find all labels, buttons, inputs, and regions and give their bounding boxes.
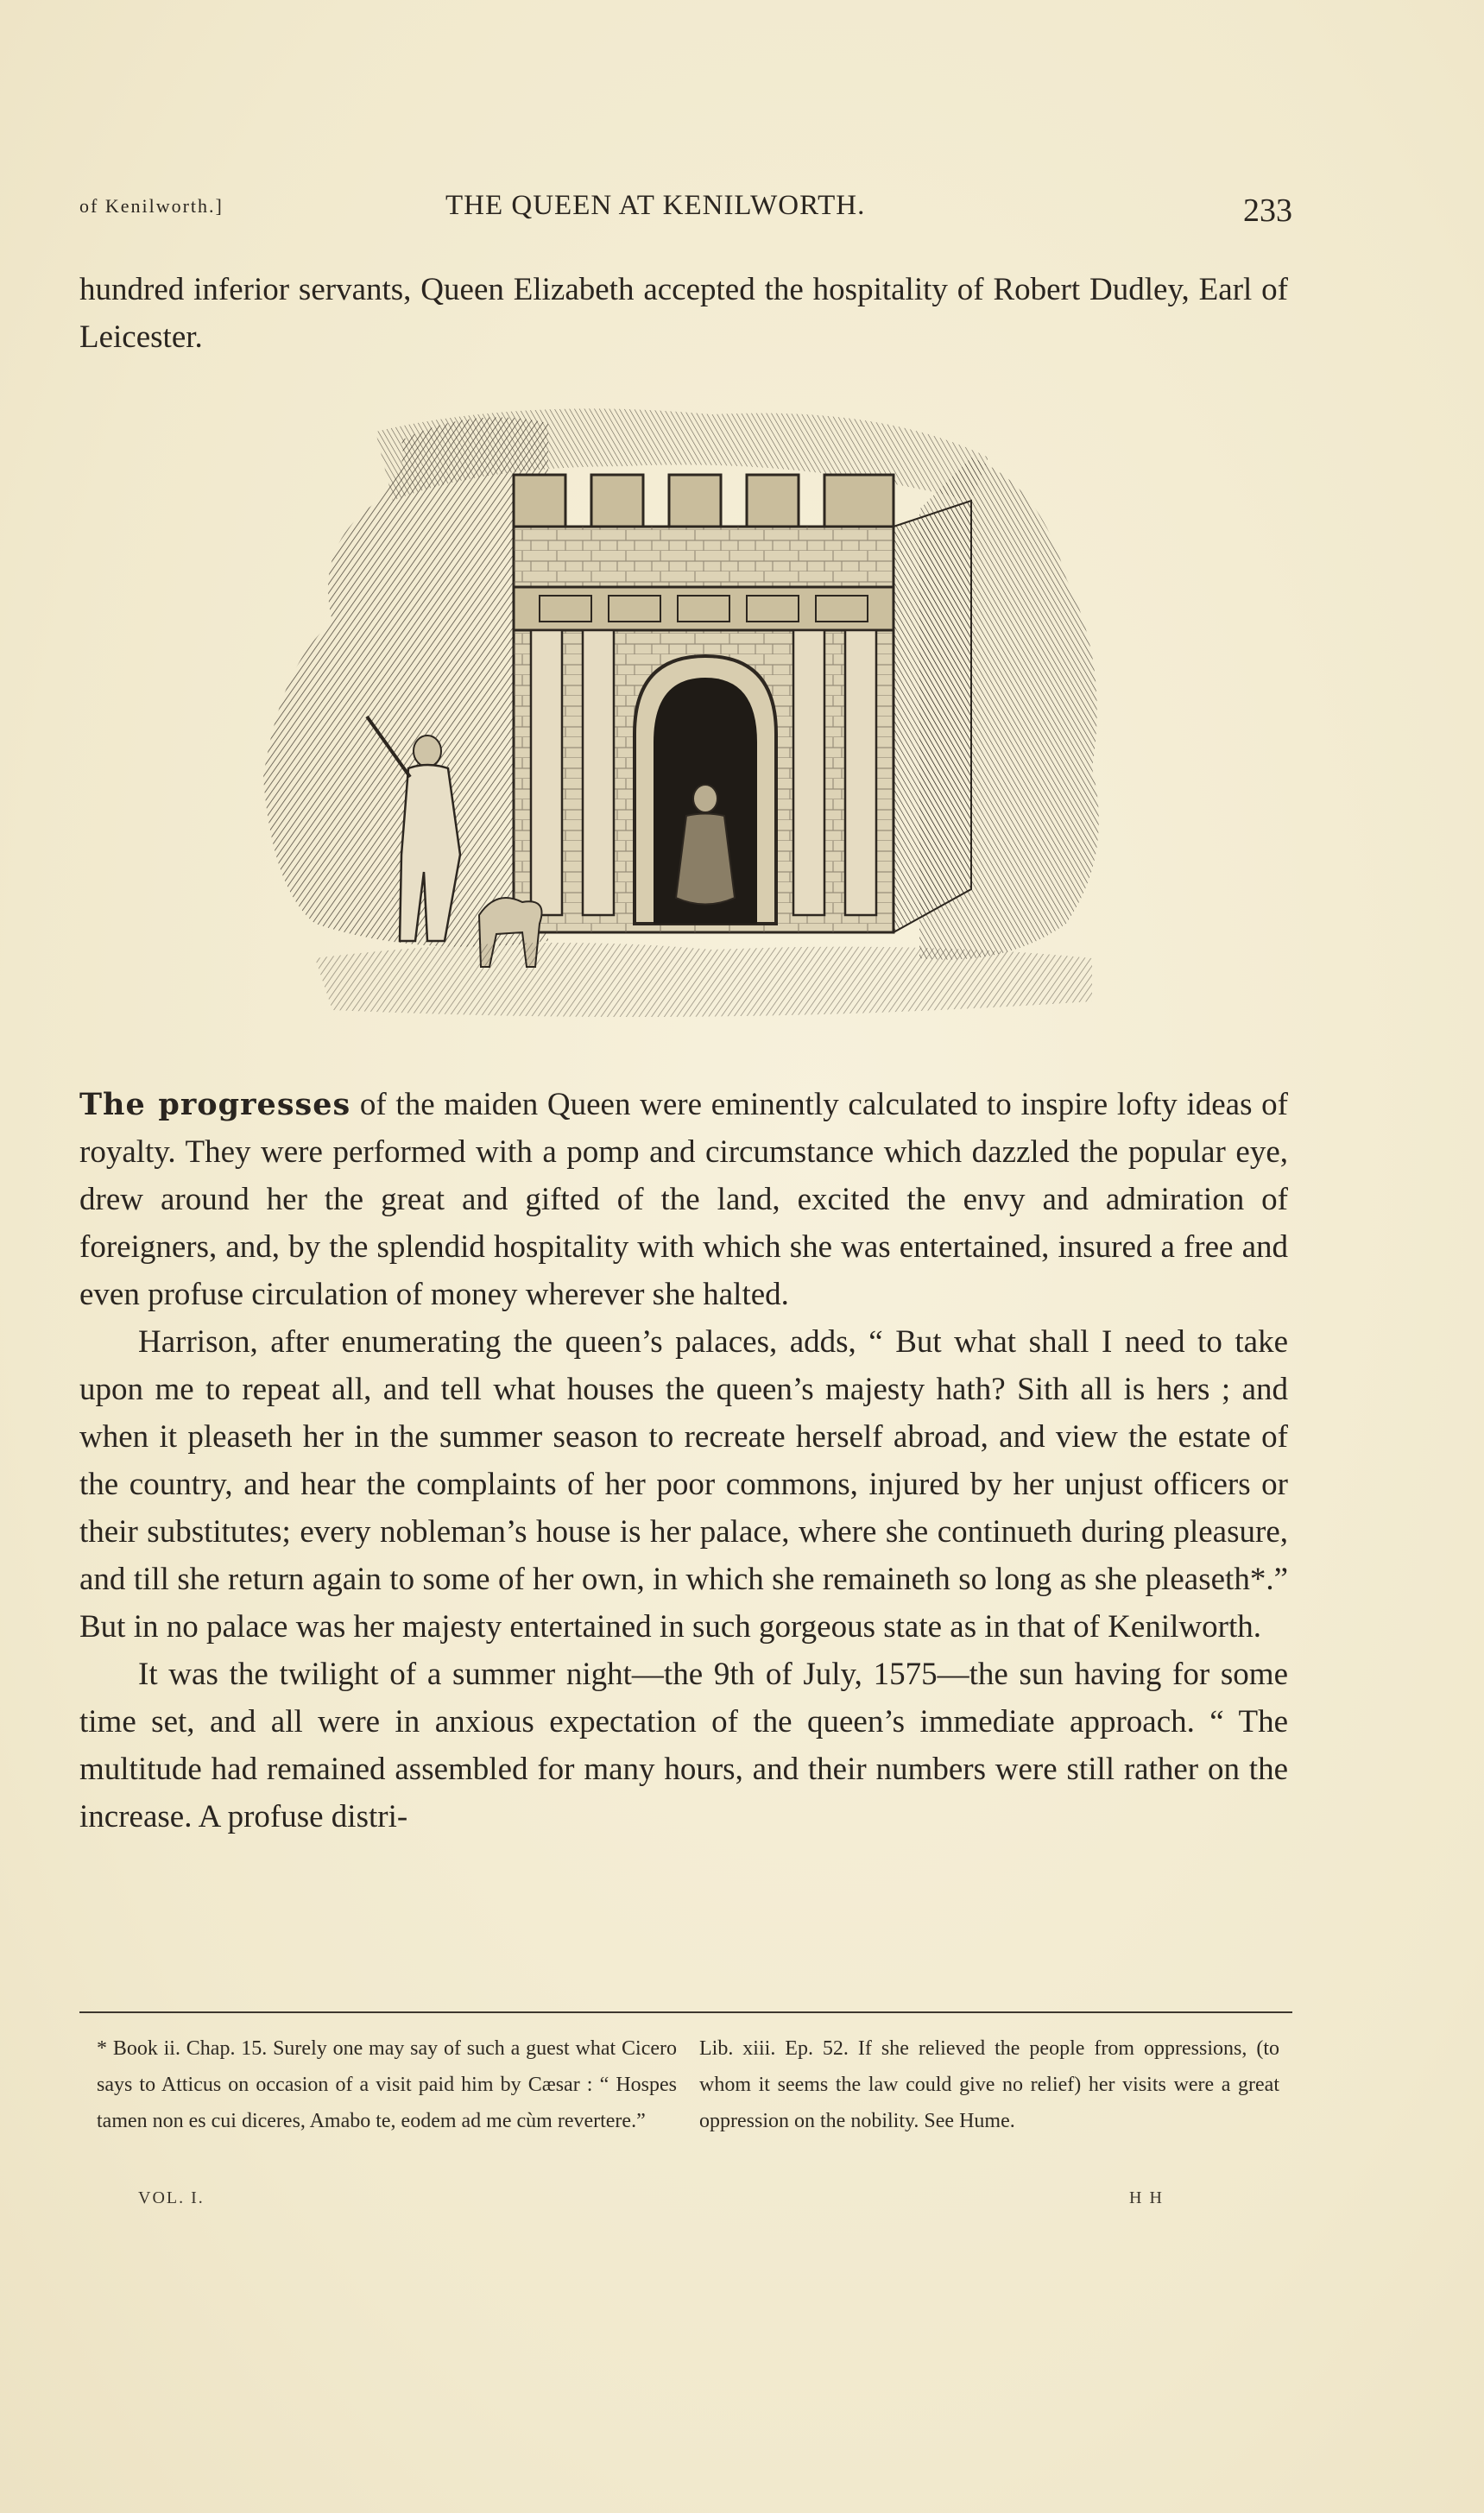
paragraph-twilight: It was the twilight of a summer night—the 9th of July, 1575—the sun having for some time set, and all were in anxious expectation of the queen’s immediate approach. “ The multitude had remained assembled for many hours, and their numbers were still rather on the increase. A profuse distri- [79, 1657, 1288, 1834]
footnote-divider [79, 2011, 1292, 2013]
paragraph-progresses-text: of the maiden Queen were eminently calculated to inspire lofty ideas of royalty. They were performed with a pomp and circumstance which dazzled the popular eye, drew around her the great and gifted of the land, excited the envy and admiration of foreigners, and, by the splendid hospitality with which she was entertained, insured a free and even profuse circulation of money wherever she halted. [79, 1087, 1288, 1312]
blackletter-lead: The progresses [79, 1087, 351, 1122]
main-text [79, 1081, 1288, 1841]
paragraph-harrison: Harrison, after enumerating the queen’s palaces, adds, “ But what shall I need to take upon me to repeat all, and tell what houses the queen’s majesty hath? Sith all is hers ; and when it pleaseth her in the summer season to recreate herself abroad, and view the estate of the country, and hear the complaints of her poor commons, injured by her unjust officers or their substitutes; every nobleman’s house is her palace, where she continueth during pleasure, and till she return again to some of her own, in which she remaineth so long as she pleaseth*.” But in no palace was her majesty entertained in such gorgeous state as in that of Kenilworth. [79, 1324, 1288, 1645]
intro-paragraph [79, 266, 1288, 361]
intro-text: hundred inferior servants, Queen Elizabeth accepted the hospitality of Robert Dudley, Earl of Leicester. [79, 272, 1288, 355]
footnote-left-column: * Book ii. Chap. 15. Surely one may say of such a guest what Cicero says to Atticus on occasion of a visit paid him by Cæsar : “ Hospes tamen non es cui diceres, Amabo te, eodem ad me cùm revertere.” [97, 2037, 677, 2132]
header-book-title: THE QUEEN AT KENILWORTH. [445, 190, 866, 221]
running-header [79, 183, 1292, 235]
volume-signature: VOL. I. [138, 2188, 205, 2207]
footnote-right-column: Lib. xiii. Ep. 52. If she relieved the people from oppressions, (to whom it seems the law could give no relief) her visits were a great oppression on the nobility. See Hume. [699, 2037, 1279, 2132]
footnotes [79, 2030, 1292, 2177]
gathering-signature: H H [1129, 2188, 1164, 2207]
castle-gateway-engraving-icon [263, 406, 1114, 1036]
paragraph-progresses [79, 1081, 1288, 1318]
page-number: 233 [1243, 193, 1292, 229]
header-section-title: of Kenilworth.] [79, 195, 224, 217]
